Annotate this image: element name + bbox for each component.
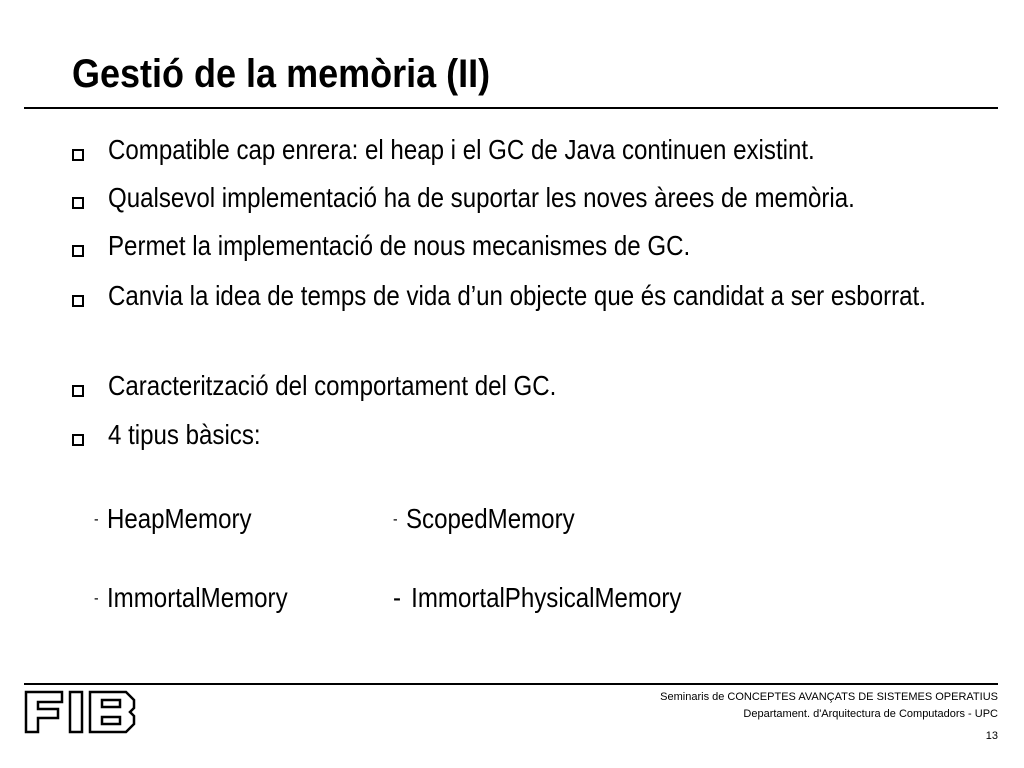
square-bullet-icon xyxy=(72,197,84,209)
memory-type-dash: - xyxy=(393,582,402,613)
memory-type-item xyxy=(393,499,575,540)
square-bullet-icon xyxy=(72,245,84,257)
memory-type-dash: - xyxy=(94,590,99,607)
bullet-text: Compatible cap enrera: el heap i el GC de Java continuen existint. xyxy=(108,134,815,165)
slide-title: Gestió de la memòria (II) xyxy=(72,52,491,96)
memory-type-dash: - xyxy=(94,511,99,528)
footer-department: Departament. d'Arquitectura de Computadors - UPC xyxy=(743,708,998,720)
memory-type-item xyxy=(94,499,252,540)
square-bullet-icon xyxy=(72,149,84,161)
title-divider xyxy=(24,107,998,109)
page-number: 13 xyxy=(985,730,998,742)
memory-type-item xyxy=(393,578,681,618)
memory-type-label: HeapMemory xyxy=(106,503,252,534)
bullet-text: Canvia la idea de temps de vida d’un objecte que és candidat a ser esborrat. xyxy=(108,280,926,311)
bullet-text: Permet la implementació de nous mecanismes de GC. xyxy=(108,230,691,261)
memory-type-item xyxy=(94,578,288,619)
square-bullet-icon xyxy=(72,434,84,446)
memory-type-dash: - xyxy=(393,511,398,528)
footer-seminar-title: Seminaris de CONCEPTES AVANÇATS DE SISTEMES OPERATIUS xyxy=(660,691,998,703)
footer-divider xyxy=(24,683,998,685)
square-bullet-icon xyxy=(72,385,84,397)
fib-logo xyxy=(24,688,140,738)
square-bullet-icon xyxy=(72,295,84,307)
bullet-text: 4 tipus bàsics: xyxy=(108,419,261,450)
bullet-text: Caracterització del comportament del GC. xyxy=(108,370,557,401)
memory-type-label: ScopedMemory xyxy=(405,503,575,534)
memory-type-label: ImmortalPhysicalMemory xyxy=(411,582,682,613)
memory-type-label: ImmortalMemory xyxy=(106,582,288,613)
bullet-text: Qualsevol implementació ha de suportar les noves àrees de memòria. xyxy=(108,182,855,213)
